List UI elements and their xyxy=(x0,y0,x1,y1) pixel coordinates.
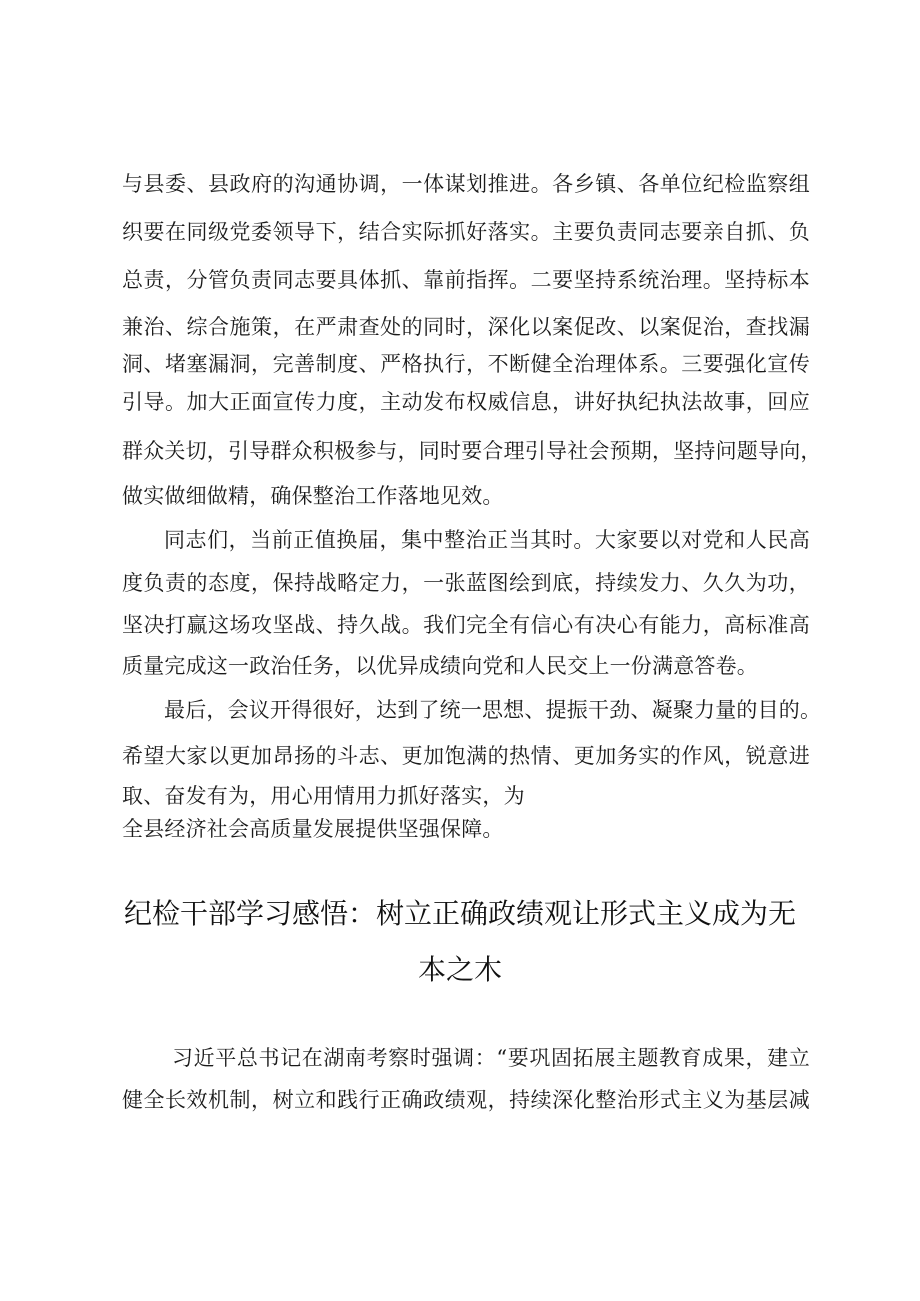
text-line: 度负责的态度，保持战略定力，一张蓝图绘到底，持续发力、久久为功， xyxy=(122,571,810,595)
text-line: 做实做细做精，确保整治工作落地见效。 xyxy=(122,484,504,508)
text-line: 取、奋发有为，用心用情用力抓好落实，为 xyxy=(122,784,525,808)
text-line: 群众关切，引导群众积极参与，同时要合理引导社会预期，坚持问题导向， xyxy=(122,439,822,463)
text-line: 坚决打赢这场攻坚战、持久战。我们完全有信心有决心有能力，高标准高 xyxy=(122,613,810,637)
text-line: 兼治、综合施策，在严肃查处的同时，深化以案促改、以案促治，查找漏 xyxy=(122,315,810,339)
text-line: 习近平总书记在湖南考察时强调：“要巩固拓展主题教育成果，建立 xyxy=(172,1046,810,1070)
text-line: 全县经济社会高质量发展提供坚强保障。 xyxy=(122,817,504,841)
text-line: 总责，分管负责同志要具体抓、靠前指挥。二要坚持系统治理。坚持标本 xyxy=(122,268,810,292)
title-line: 纪检干部学习感悟：树立正确政绩观让形式主义成为无 xyxy=(123,897,796,930)
text-line: 织要在同级党委领导下，结合实际抓好落实。主要负责同志要亲自抓、负 xyxy=(122,220,810,244)
title-line: 本之木 xyxy=(417,953,502,986)
text-line: 同志们，当前正值换届，集中整治正当其时。大家要以对党和人民高 xyxy=(164,528,810,552)
text-line: 与县委、县政府的沟通协调，一体谋划推进。各乡镇、各单位纪检监察组 xyxy=(122,172,810,196)
text-line: 洞、堵塞漏洞，完善制度、严格执行，不断健全治理体系。三要强化宣传 xyxy=(122,352,810,376)
text-line: 质量完成这一政治任务，以优异成绩向党和人民交上一份满意答卷。 xyxy=(122,654,758,678)
text-line: 引导。加大正面宣传力度，主动发布权威信息，讲好执纪执法故事，回应 xyxy=(122,390,810,414)
text-line: 希望大家以更加昂扬的斗志、更加饱满的热情、更加务实的作风，锐意进 xyxy=(122,744,810,768)
text-line: 健全长效机制，树立和践行正确政绩观，持续深化整治形式主义为基层减 xyxy=(122,1088,810,1112)
text-line: 最后，会议开得很好，达到了统一思想、提振干劲、凝聚力量的目的。 xyxy=(164,698,822,722)
